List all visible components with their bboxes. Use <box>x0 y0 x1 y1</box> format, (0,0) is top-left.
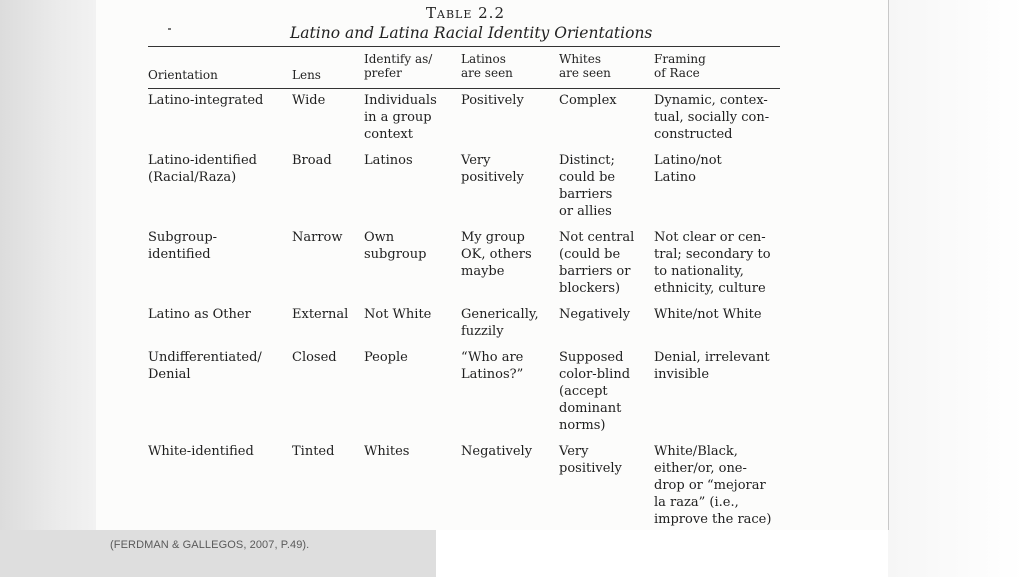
table-cell-lens: Wide <box>292 93 326 108</box>
table-cell-identify: Own subgroup <box>364 230 427 262</box>
table-cell-whites: Very positively <box>559 444 622 476</box>
table-cell-lens: Narrow <box>292 230 343 245</box>
table-top-rule <box>148 46 780 47</box>
table-cell-whites: Not central (could be barriers or blockers) <box>559 230 635 296</box>
table-cell-framing: White/not White <box>654 307 762 322</box>
table-cell-framing: White/Black, either/or, one- drop or “mejorar la raza” (i.e., improve the race) <box>654 444 772 527</box>
header-lens: Lens <box>292 68 321 82</box>
table-cell-framing: Not clear or cen- tral; secondary to to nationality, ethnicity, culture <box>654 230 771 296</box>
header-identify-as: Identify as/ prefer <box>364 52 433 80</box>
table-cell-latinos: Very positively <box>461 153 524 185</box>
table-cell-lens: Broad <box>292 153 332 168</box>
table-cell-latinos: Positively <box>461 93 524 108</box>
table-cell-orientation: White-identified <box>148 444 254 459</box>
table-cell-framing: Dynamic, contex- tual, socially con- constructed <box>654 93 770 142</box>
table-cell-whites: Distinct; could be barriers or allies <box>559 153 616 219</box>
scan-speck <box>168 28 171 30</box>
table-cell-whites: Complex <box>559 93 617 108</box>
slide-background-left <box>0 0 96 577</box>
table-cell-whites: Negatively <box>559 307 631 322</box>
caption-panel <box>0 530 436 577</box>
table-cell-latinos: Negatively <box>461 444 533 459</box>
header-latinos-seen: Latinos are seen <box>461 52 513 80</box>
table-cell-orientation: Subgroup- identified <box>148 230 218 262</box>
header-whites-seen: Whites are seen <box>559 52 611 80</box>
table-cell-whites: Supposed color-blind (accept dominant norms) <box>559 350 631 433</box>
table-title: Latino and Latina Racial Identity Orientations <box>290 24 653 42</box>
source-citation: (FERDMAN & GALLEGOS, 2007, P.49). <box>110 539 310 551</box>
table-cell-orientation: Undifferentiated/ Denial <box>148 350 262 382</box>
table-cell-identify: Latinos <box>364 153 413 168</box>
table-cell-latinos: Generically, fuzzily <box>461 307 539 339</box>
table-cell-latinos: My group OK, others maybe <box>461 230 532 279</box>
table-number: Table 2.2 <box>426 4 505 22</box>
table-cell-orientation: Latino as Other <box>148 307 251 322</box>
table-cell-identify: Individuals in a group context <box>364 93 437 142</box>
table-cell-lens: Tinted <box>292 444 335 459</box>
table-cell-framing: Denial, irrelevant invisible <box>654 350 770 382</box>
slide-background-right <box>888 0 1024 577</box>
table-cell-identify: Not White <box>364 307 432 322</box>
table-header-rule <box>148 88 780 89</box>
table-cell-orientation: Latino-integrated <box>148 93 264 108</box>
table-cell-orientation: Latino-identified (Racial/Raza) <box>148 153 257 185</box>
table-cell-framing: Latino/not Latino <box>654 153 722 185</box>
table-cell-lens: Closed <box>292 350 337 365</box>
header-framing: Framing of Race <box>654 52 706 80</box>
table-cell-latinos: “Who are Latinos?” <box>461 350 524 382</box>
header-orientation: Orientation <box>148 68 218 82</box>
table-cell-identify: Whites <box>364 444 410 459</box>
table-cell-lens: External <box>292 307 349 322</box>
table-cell-identify: People <box>364 350 408 365</box>
